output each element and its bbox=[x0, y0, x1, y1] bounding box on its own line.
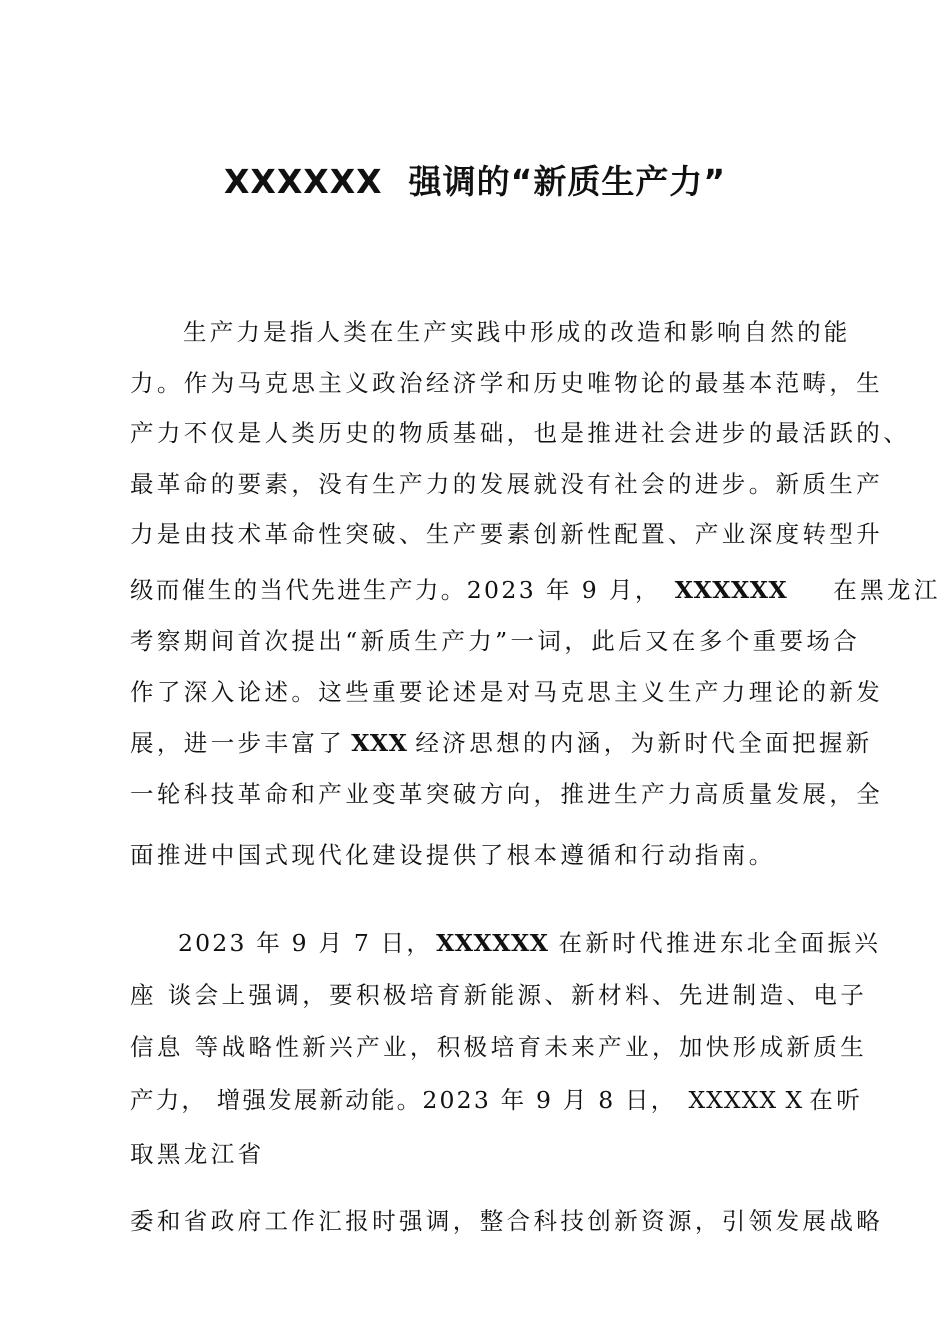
paragraph-1-line-5: 力是由技术革命性突破、生产要素创新性配置、产业深度转型升 bbox=[130, 520, 884, 548]
document-title bbox=[0, 160, 950, 204]
paragraph-1-line-9 bbox=[130, 726, 873, 760]
paragraph-1-line-4: 最革命的要素，没有生产力的发展就没有社会的进步。新质生产 bbox=[130, 470, 884, 498]
paragraph-1-line-2: 力。作为马克思主义政治经济学和历史唯物论的最基本范畴，生 bbox=[130, 369, 884, 397]
paragraph-2-line-4 bbox=[130, 1083, 864, 1117]
paragraph-1-line-6 bbox=[130, 573, 941, 607]
paragraph-2-line-3: 信息 等战略性新兴产业，积极培育未来产业，加快形成新质生 bbox=[130, 1033, 868, 1061]
p2-line-4-text-a: 产力， 增强发展新动能。2023 年 9 月 8 日， bbox=[130, 1086, 677, 1114]
paragraph-1-line-10: 一轮科技革命和产业变革突破方向，推进生产力高质量发展，全 bbox=[130, 780, 884, 808]
p2-line-4-text-c: 在听 bbox=[809, 1086, 864, 1114]
p2-line-1-name: XXXXXX bbox=[436, 929, 549, 957]
p2-line-1-text: 在新时代推进东北全面振兴 bbox=[558, 929, 882, 957]
line-9-text-c: 经济思想的内涵，为新时代全面把握新 bbox=[415, 729, 873, 757]
paragraph-2-line-5: 取黑龙江省 bbox=[130, 1140, 265, 1168]
title-text: 强调的“新质生产力” bbox=[408, 162, 727, 201]
paragraph-2-line-2: 座 谈会上强调，要积极培育新能源、新材料、先进制造、电子 bbox=[130, 981, 868, 1009]
line-6-name: XXXXXX bbox=[674, 576, 788, 604]
paragraph-2-line-1 bbox=[130, 926, 898, 960]
p2-line-1-date: 2023 年 9 月 7 日， bbox=[178, 929, 433, 957]
paragraph-1-line-8: 作了深入论述。这些重要论述是对马克思主义生产力理论的新发 bbox=[130, 678, 884, 706]
line-6-text-a: 级而催生的当代先进生产力。2023 年 9 月， bbox=[130, 576, 661, 604]
paragraph-1-line-1: 生产力是指人类在生产实践中形成的改造和影响自然的能 bbox=[183, 318, 851, 346]
line-9-text-a: 展，进一步丰富了 bbox=[130, 729, 346, 757]
paragraph-1-line-11: 面推进中国式现代化建设提供了根本遵循和行动指南。 bbox=[130, 841, 776, 869]
title-name: XXXXXX bbox=[223, 162, 383, 201]
paragraph-1-line-3: 产力不仅是人类历史的物质基础，也是推进社会进步的最活跃的、 bbox=[130, 419, 911, 447]
p2-line-4-name: XXXXX X bbox=[688, 1086, 804, 1114]
paragraph-3-line-1: 委和省政府工作汇报时强调，整合科技创新资源，引领发展战略 bbox=[130, 1207, 884, 1235]
paragraph-1-line-7: 考察期间首次提出“新质生产力”一词，此后又在多个重要场合 bbox=[130, 627, 861, 655]
line-6-text-c: 在黑龙江 bbox=[833, 576, 941, 604]
line-9-name: XXX bbox=[351, 729, 408, 757]
